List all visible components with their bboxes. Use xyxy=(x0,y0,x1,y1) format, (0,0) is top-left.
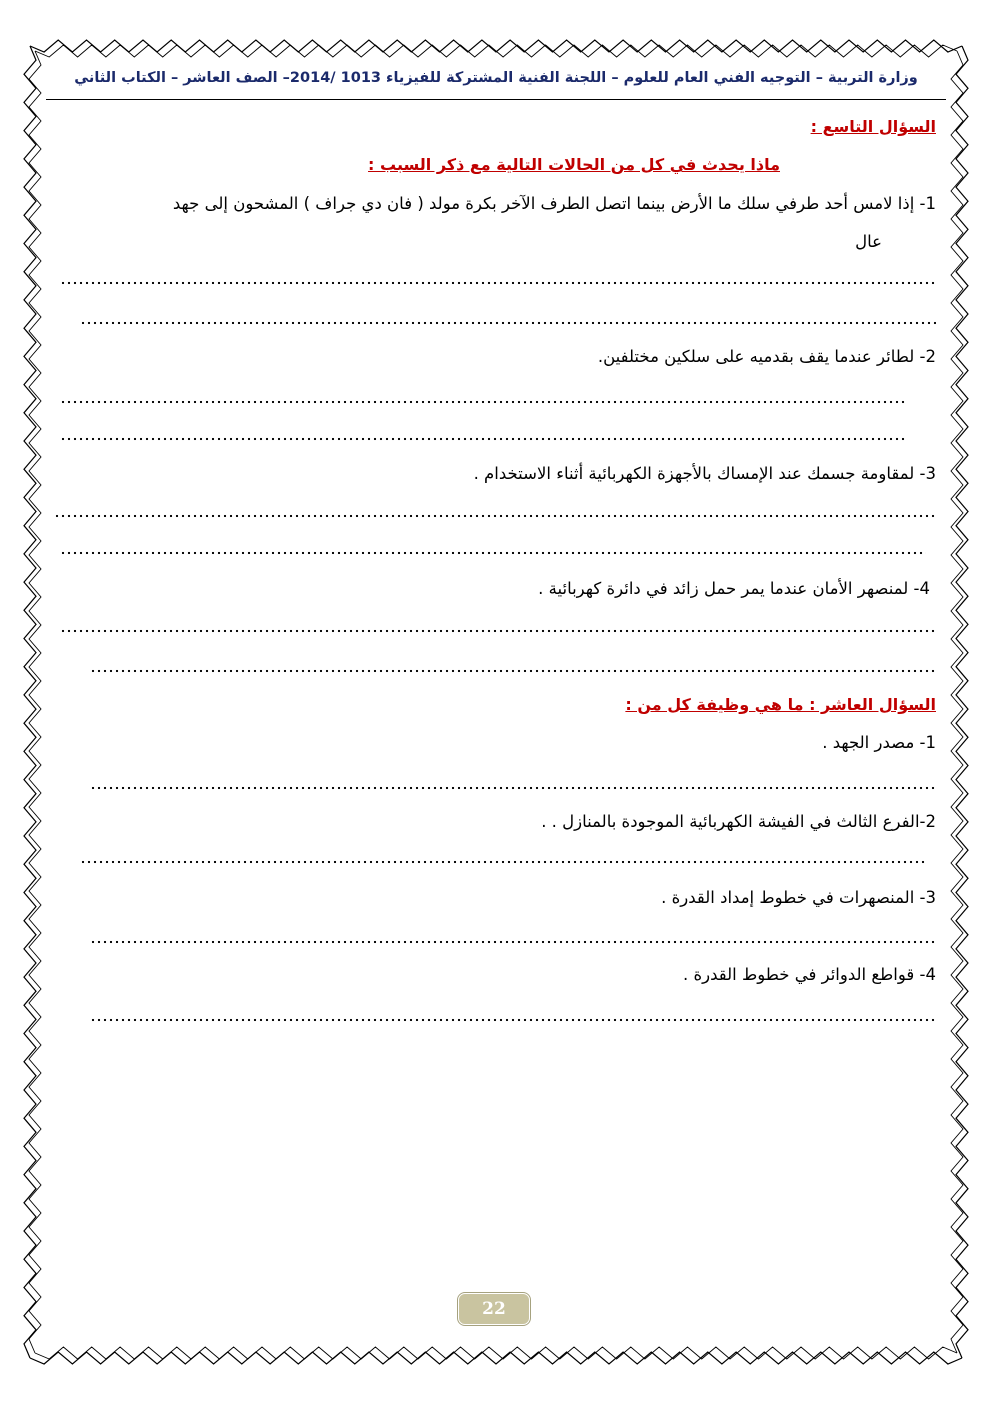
q9-item-1-line-1: 1- إذا لامس أحد طرفي سلك ما الأرض بينما اتصل الطرف الآخر بكرة مولد ( فان دي جراف ) المشحون إلى جهد xyxy=(172,194,936,213)
q9-item-4: 4- لمنصهر الأمان عندما يمر حمل زائد في دائرة كهربائية . xyxy=(538,579,930,598)
q9-item-2: 2- لطائر عندما يقف بقدميه على سلكين مختلفين. xyxy=(597,347,936,366)
answer-line xyxy=(90,786,936,790)
border-zigzag xyxy=(956,46,968,1358)
q9-item-3: 3- لمقاومة جسمك عند الإمساك بالأجهزة الكهربائية أثناء الاستخدام . xyxy=(473,464,936,483)
page-header: وزارة التربية – التوجيه الفني العام للعلوم – اللجنة الفنية المشتركة للفيزياء 1013 /2014– الصف العاشر – الكتاب الثاني xyxy=(74,70,918,86)
answer-line xyxy=(60,400,906,404)
answer-line xyxy=(90,669,936,673)
answer-line xyxy=(60,629,936,633)
answer-line xyxy=(80,860,926,864)
question-9-title: السؤال التاسع : xyxy=(810,117,936,136)
border-zigzag xyxy=(30,1352,962,1364)
page-number-badge xyxy=(458,1293,530,1325)
q10-item-3: 3- المنصهرات في خطوط إمداد القدرة . xyxy=(661,888,936,907)
border-zigzag xyxy=(951,51,963,1353)
q10-item-1: 1- مصدر الجهد . xyxy=(822,733,936,752)
question-9-instruction: ماذا يحدث في كل من الحالات التالية مع ذكر السبب : xyxy=(368,155,780,174)
border-zigzag xyxy=(29,51,41,1353)
q10-item-4: 4- قواطع الدوائر في خطوط القدرة . xyxy=(683,965,936,984)
answer-line xyxy=(80,321,936,325)
answer-line xyxy=(90,1018,936,1022)
page-number: 22 xyxy=(482,1299,506,1319)
answer-line xyxy=(60,281,936,285)
answer-line xyxy=(60,437,906,441)
border-zigzag xyxy=(30,40,962,52)
answer-line xyxy=(60,551,926,555)
border-zigzag xyxy=(24,46,36,1358)
header-divider xyxy=(46,99,946,100)
answer-line xyxy=(54,514,936,518)
q9-item-1-line-2: عال xyxy=(855,232,882,251)
border-zigzag xyxy=(35,45,957,57)
q10-item-2: 2-الفرع الثالث في الفيشة الكهربائية الموجودة بالمنازل . . xyxy=(541,812,936,831)
answer-line xyxy=(90,940,936,944)
question-10-title: السؤال العاشر : ما هي وظيفة كل من : xyxy=(625,695,936,714)
